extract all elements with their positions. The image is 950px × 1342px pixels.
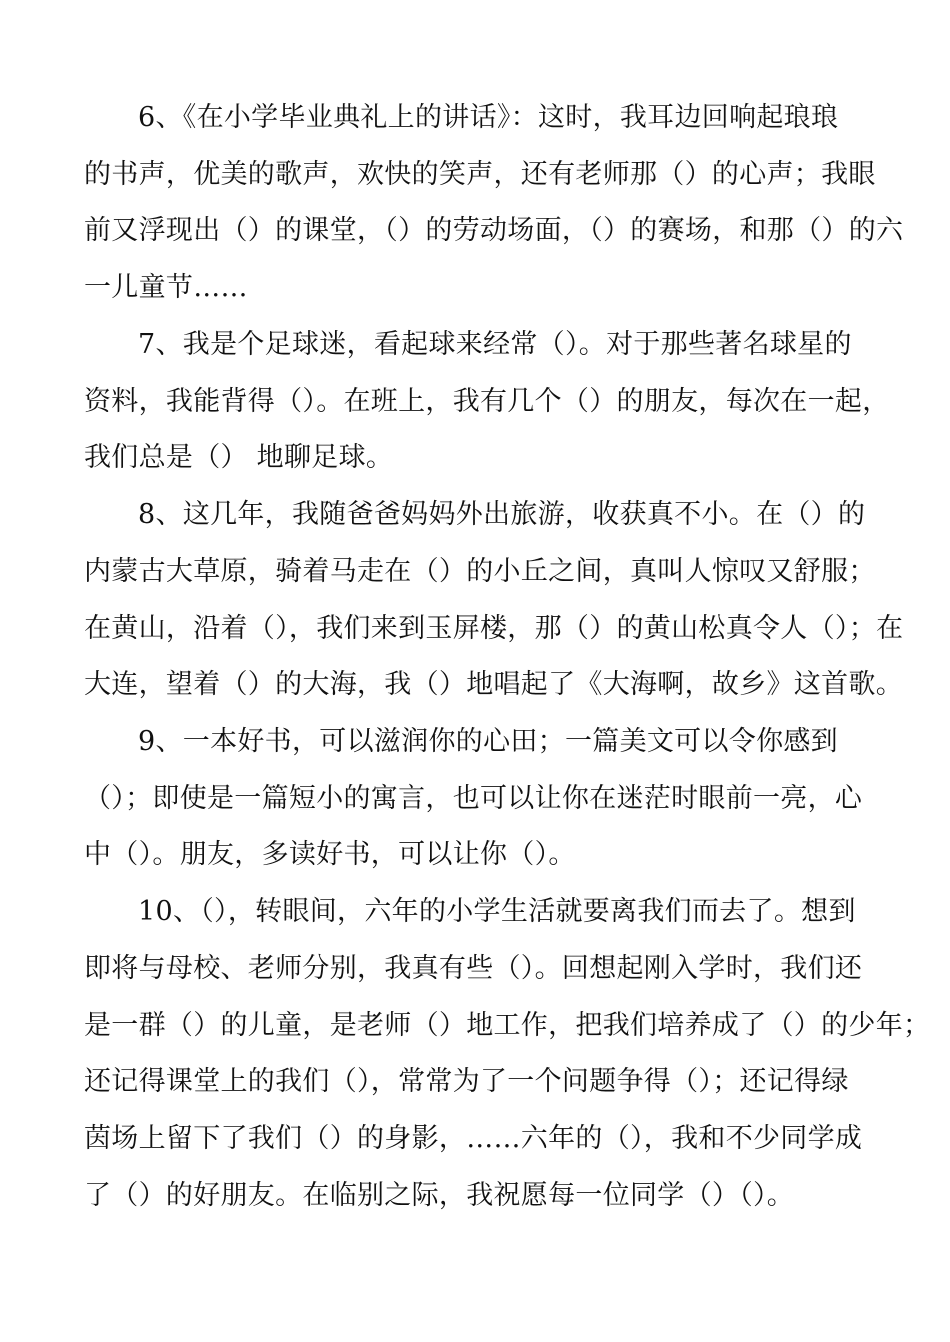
paragraph-6-line-3: 前又浮现出（）的课堂，（）的劳动场面，（）的赛场，和那（）的六 [84,215,904,246]
paragraph-10-line-3: 是一群（）的儿童，是老师（）地工作，把我们培养成了（）的少年； [84,1010,931,1041]
paragraph-6-line-1: 6、《在小学毕业典礼上的讲话》：这时，我耳边回响起琅琅 [138,102,839,133]
paragraph-8-line-3: 在黄山，沿着（），我们来到玉屏楼，那（）的黄山松真令人（）；在 [84,613,904,644]
paragraph-6-line-4: 一儿童节…… [84,272,248,303]
paragraph-9-line-3: 中（）。朋友，多读好书，可以让你（）。 [84,839,576,870]
paragraph-8-line-4: 大连，望着（）的大海，我（）地唱起了《大海啊，故乡》这首歌。 [84,669,903,700]
paragraph-8-line-1: 8、这几年，我随爸爸妈妈外出旅游，收获真不小。在（）的 [138,499,866,530]
paragraph-10-line-4: 还记得课堂上的我们（），常常为了一个问题争得（）；还记得绿 [84,1066,849,1097]
paragraph-7-line-2: 资料，我能背得（）。在班上，我有几个（）的朋友，每次在一起， [84,386,890,417]
paragraph-6-line-2: 的书声，优美的歌声，欢快的笑声，还有老师那（）的心声；我眼 [84,159,876,190]
paragraph-7-line-1: 7、我是个足球迷，看起球来经常（）。对于那些著名球星的 [138,329,852,360]
paragraph-10-line-6: 了（）的好朋友。在临别之际，我祝愿每一位同学（）（）。 [84,1180,795,1211]
paragraph-10-line-2: 即将与母校、老师分别，我真有些（）。回想起刚入学时，我们还 [84,953,863,984]
paragraph-8-line-2: 内蒙古大草原，骑着马走在（）的小丘之间，真叫人惊叹又舒服； [84,556,876,587]
paragraph-10-line-5: 茵场上留下了我们（）的身影，……六年的（），我和不少同学成 [84,1123,863,1154]
paragraph-7-line-3: 我们总是（） 地聊足球。 [84,442,394,473]
paragraph-10-line-1: 10、（），转眼间，六年的小学生活就要离我们而去了。想到 [138,896,856,927]
paragraph-9-line-1: 9、一本好书，可以滋润你的心田；一篇美文可以令你感到 [138,726,838,757]
paragraph-9-line-2: （）；即使是一篇短小的寓言，也可以让你在迷茫时眼前一亮，心 [84,783,863,814]
